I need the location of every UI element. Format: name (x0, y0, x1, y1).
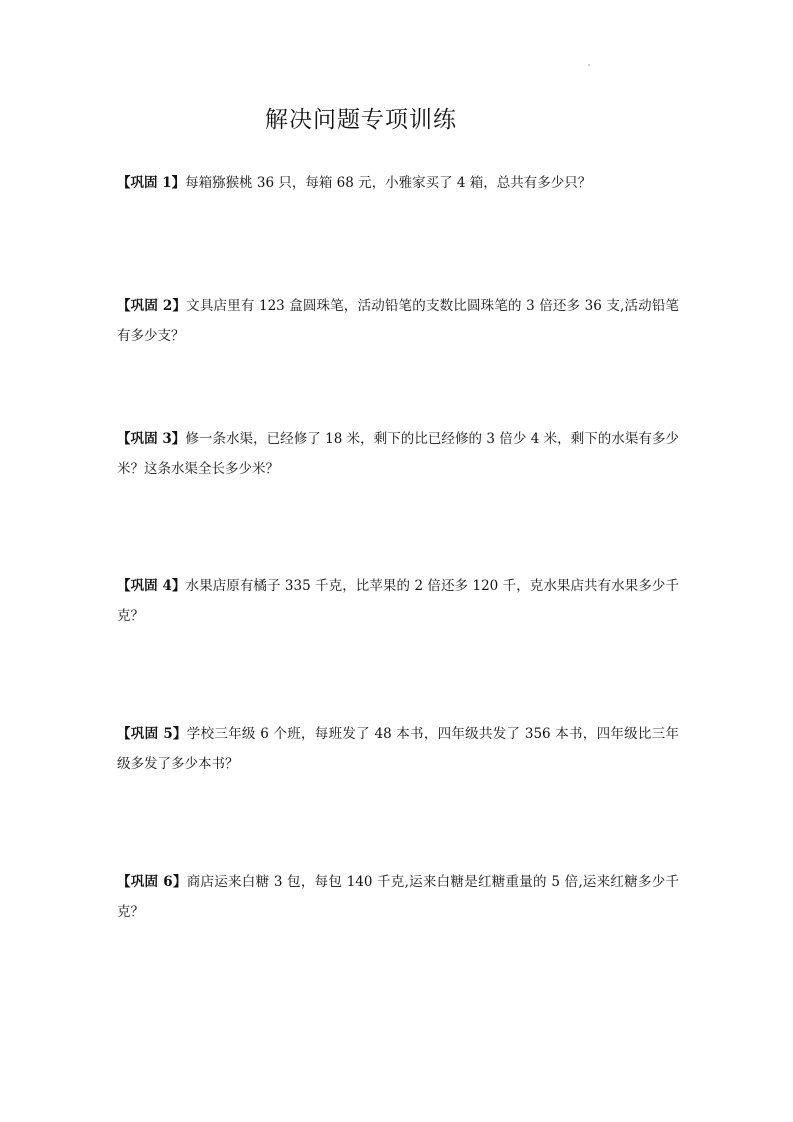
question-text: 每箱猕猴桃 36 只，每箱 68 元，小雅家买了 4 箱，总共有多少只？ (185, 175, 592, 191)
question-text: 修一条水渠，已经修了 18 米，剩下的比已经修的 3 倍少 4 米，剩下的水渠有多少米？这条水渠全长多少米？ (117, 431, 680, 477)
question-label: 【巩固 4】 (117, 578, 186, 594)
question-5 (117, 719, 679, 779)
question-4 (117, 571, 679, 631)
question-2 (117, 291, 679, 351)
scan-dot (588, 64, 590, 66)
question-3 (117, 424, 679, 484)
question-1 (117, 168, 679, 198)
question-text: 商店运来白糖 3 包，每包 140 千克,运来白糖是红糖重量的 5 倍,运来红糖多少千克？ (117, 874, 679, 920)
question-label: 【巩固 6】 (117, 874, 187, 890)
question-label: 【巩固 3】 (117, 431, 186, 447)
page-title: 解决问题专项训练 (265, 107, 457, 133)
question-6 (117, 867, 679, 927)
question-text: 水果店原有橘子 335 千克，比苹果的 2 倍还多 120 千，克水果店共有水果多少千克？ (117, 578, 680, 624)
question-text: 文具店里有 123 盒圆珠笔，活动铅笔的支数比圆珠笔的 3 倍还多 36 支,活动铅笔有多少支？ (117, 298, 679, 344)
question-label: 【巩固 2】 (117, 298, 187, 314)
question-label: 【巩固 5】 (117, 726, 187, 742)
question-label: 【巩固 1】 (117, 175, 186, 191)
question-text: 学校三年级 6 个班，每班发了 48 本书，四年级共发了 356 本书，四年级比三年级多发了多少本书？ (117, 726, 679, 772)
